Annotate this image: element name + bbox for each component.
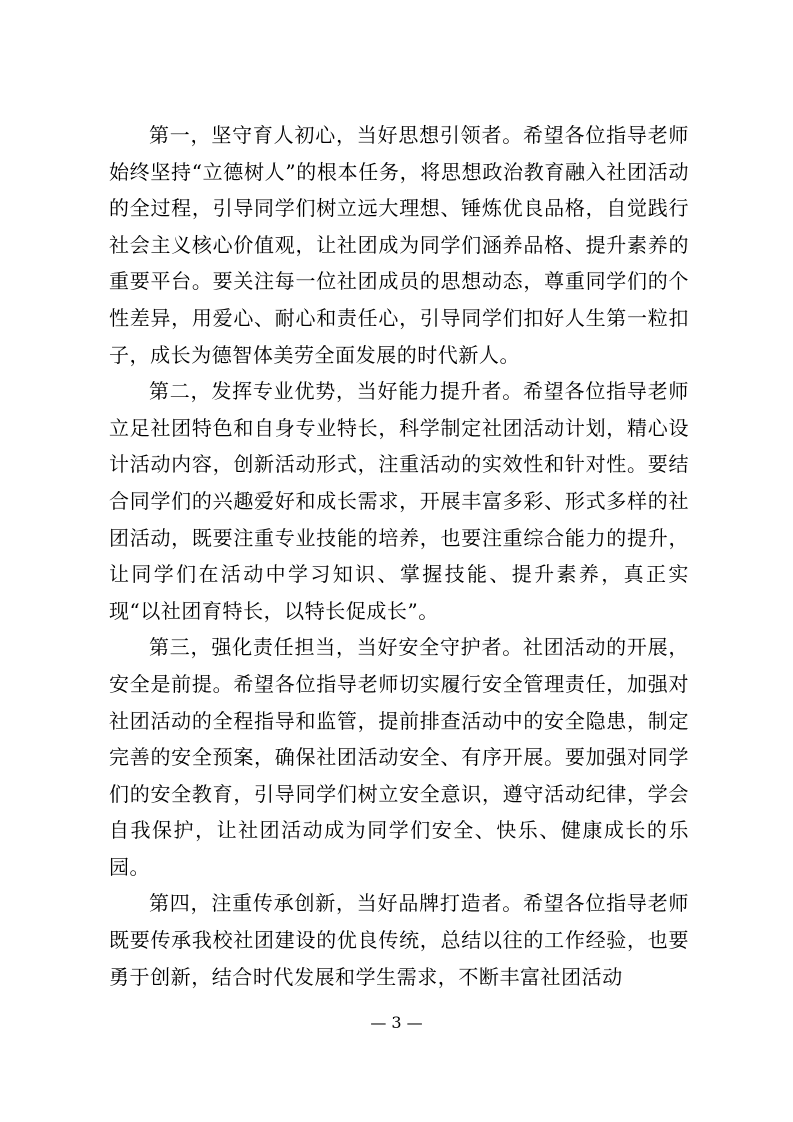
page-number: — 3 — bbox=[370, 1013, 423, 1032]
paragraph-second-point: 第二，发挥专业优势，当好能力提升者。希望各位指导老师立足社团特色和自身专业特长，科学制定社团活动计划，精心设计活动内容，创新活动形式，注重活动的实效性和针对性。要结合同学们的兴趣爱好和成长需求，开展丰富多彩、形式多样的社团活动，既要注重专业技能的培养，也要注重综合能力的提升，让同学们在活动中学习知识、掌握技能、提升素养，真正实现“以社团育特长，以特长促成长”。 bbox=[109, 379, 689, 623]
paragraph-third-point: 第三，强化责任担当，当好安全守护者。社团活动的开展，安全是前提。希望各位指导老师切实履行安全管理责任，加强对社团活动的全程指导和监管，提前排查活动中的安全隐患，制定完善的安全预案，确保社团活动安全、有序开展。要加强对同学们的安全教育，引导同学们树立安全意识，遵守活动纪律，学会自我保护，让社团活动成为同学们安全、快乐、健康成长的乐园。 bbox=[109, 635, 689, 879]
document-body bbox=[109, 117, 689, 995]
paragraph-first-point: 第一，坚守育人初心，当好思想引领者。希望各位指导老师始终坚持“立德树人”的根本任务，将思想政治教育融入社团活动的全过程，引导同学们树立远大理想、锤炼优良品格，自觉践行社会主义核心价值观，让社团成为同学们涵养品格、提升素养的重要平台。要关注每一位社团成员的思想动态，尊重同学们的个性差异，用爱心、耐心和责任心，引导同学们扣好人生第一粒扣子，成长为德智体美劳全面发展的时代新人。 bbox=[109, 123, 689, 367]
paragraph-fourth-point: 第四，注重传承创新，当好品牌打造者。希望各位指导老师既要传承我校社团建设的优良传统，总结以往的工作经验，也要勇于创新，结合时代发展和学生需求，不断丰富社团活动 bbox=[109, 891, 689, 989]
